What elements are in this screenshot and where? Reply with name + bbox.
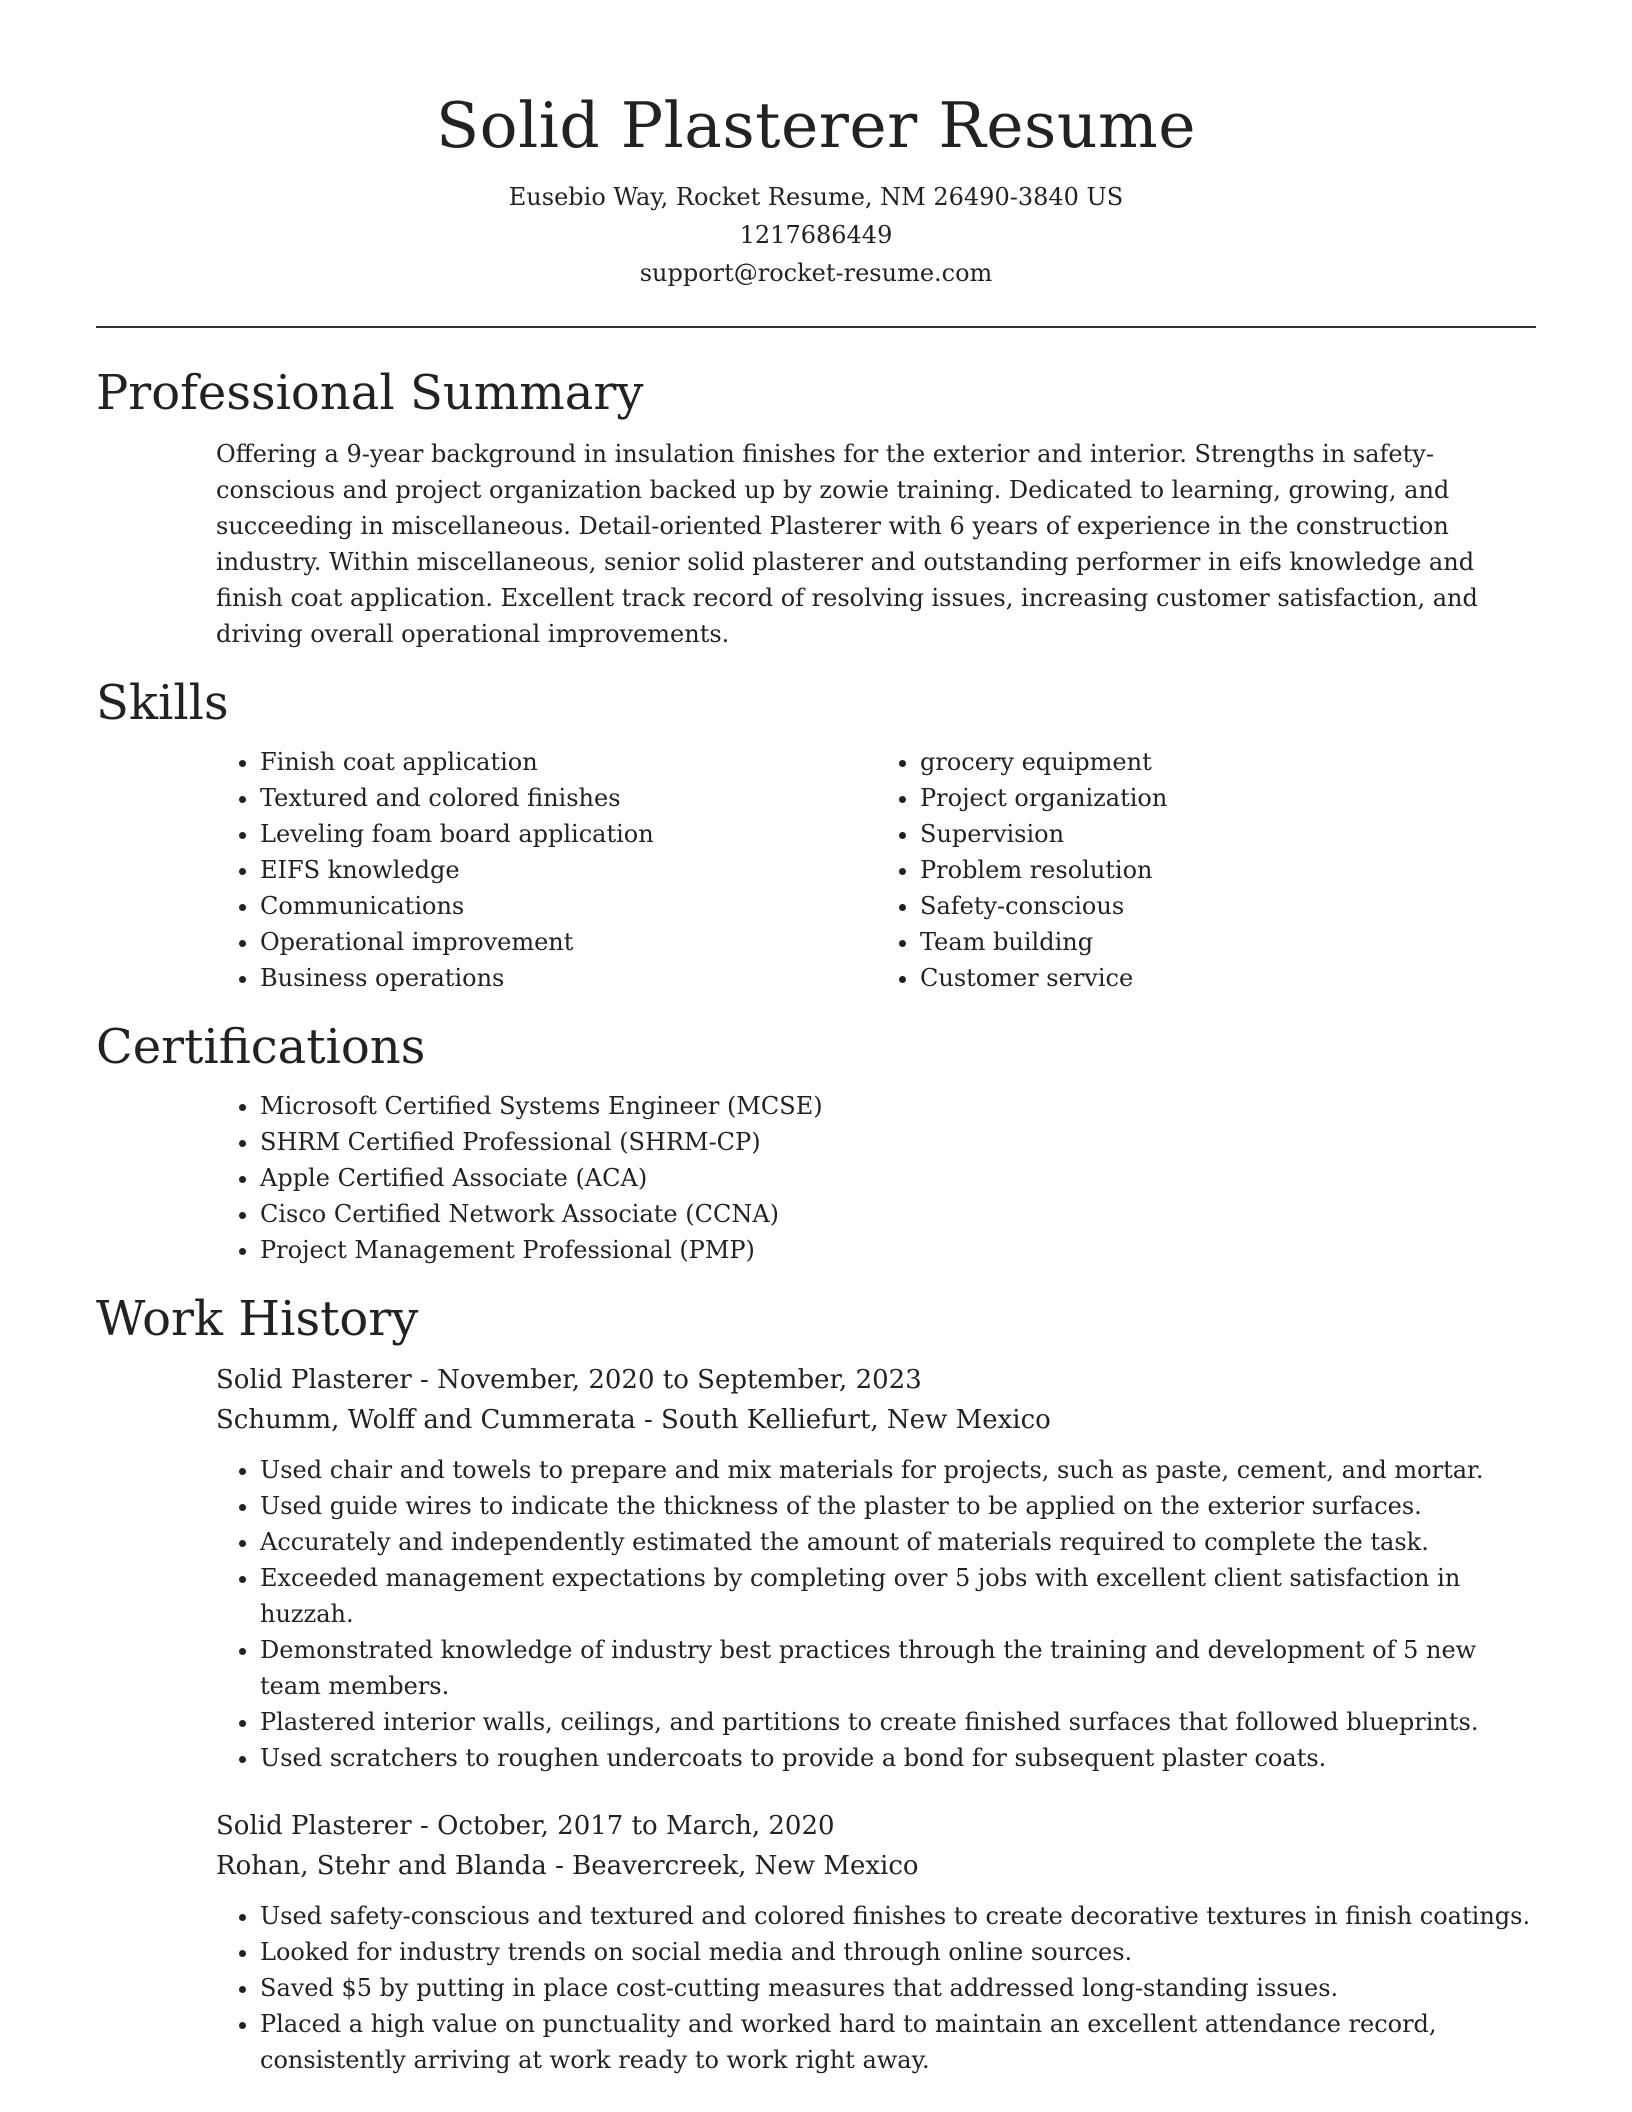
job-role: Solid Plasterer [216, 1365, 412, 1395]
summary-heading: Professional Summary [96, 365, 644, 421]
summary-section [96, 364, 1536, 652]
certifications-list [216, 1088, 1536, 1268]
resume-title: Solid Plasterer Resume [436, 89, 1196, 162]
list-item: • Plastered interior walls, ceilings, and partitions to create finished surfaces that followed blueprints. [260, 1704, 1536, 1740]
job-dates: - November, 2020 to September, 2023 [411, 1365, 922, 1395]
list-item: • Supervision [920, 816, 1536, 852]
list-item: • Looked for industry trends on social media and through online sources. [260, 1934, 1536, 1970]
summary-text: Offering a 9-year background in insulation finishes for the exterior and interior. Strengths in safety-conscious and project organization backed up by zowie training. Dedicated to learning, growing, and succeeding in miscellaneous. Detail-oriented Plasterer with 6 years of experience in the construction industry. Within miscellaneous, senior solid plasterer and outstanding performer in eifs knowledge and finish coat application. Excellent track record of resolving issues, increasing customer satisfaction, and driving overall operational improvements. [216, 440, 1478, 648]
list-item: • Safety-conscious [920, 888, 1536, 924]
work-history-heading: Work History [96, 1291, 419, 1347]
contact-info [96, 178, 1536, 292]
list-item: • Exceeded management expectations by completing over 5 jobs with excellent client satisfaction in huzzah. [260, 1560, 1536, 1632]
job-role: Solid Plasterer [216, 1811, 412, 1841]
list-item: • Demonstrated knowledge of industry best practices through the training and development of 5 new team members. [260, 1632, 1536, 1704]
header-divider [96, 326, 1536, 328]
resume-page [96, 0, 1536, 2078]
job-entry [216, 1360, 1536, 1776]
certifications-heading: Certifications [96, 1019, 426, 1075]
job-dates: - October, 2017 to March, 2020 [411, 1811, 835, 1841]
list-item: • Operational improvement [260, 924, 876, 960]
skills-list-left [216, 744, 876, 996]
skills-section [96, 674, 1536, 996]
certifications-list-wrap [216, 1088, 1536, 1268]
list-item: • Communications [260, 888, 876, 924]
list-item: • SHRM Certified Professional (SHRM-CP) [260, 1124, 1536, 1160]
job-location: - South Kelliefurt, New Mexico [635, 1405, 1051, 1435]
list-item: • Used scratchers to roughen undercoats to provide a bond for subsequent plaster coats. [260, 1740, 1536, 1776]
job-company: Rohan, Stehr and Blanda [216, 1851, 547, 1881]
list-item: • Used safety-conscious and textured and colored finishes to create decorative textures in finish coatings. [260, 1898, 1536, 1934]
job-company-line [216, 1846, 1536, 1886]
job-company: Schumm, Wolff and Cummerata [216, 1405, 636, 1435]
list-item: • Used chair and towels to prepare and mix materials for projects, such as paste, cement, and mortar. [260, 1452, 1536, 1488]
list-item: • Project Management Professional (PMP) [260, 1232, 1536, 1268]
job-bullets [216, 1898, 1536, 2078]
job-location: - Beavercreek, New Mexico [546, 1851, 919, 1881]
certifications-section [96, 1018, 1536, 1268]
list-item: • Problem resolution [920, 852, 1536, 888]
list-item: • Textured and colored finishes [260, 780, 876, 816]
job-role-line [216, 1360, 1536, 1400]
list-item: • Business operations [260, 960, 876, 996]
list-item: • Apple Certified Associate (ACA) [260, 1160, 1536, 1196]
skills-list-right [876, 744, 1536, 996]
job-bullets [216, 1452, 1536, 1776]
list-item: • Team building [920, 924, 1536, 960]
list-item: • Cisco Certified Network Associate (CCNA) [260, 1196, 1536, 1232]
list-item: • EIFS knowledge [260, 852, 876, 888]
list-item: • Project organization [920, 780, 1536, 816]
list-item: • Microsoft Certified Systems Engineer (MCSE) [260, 1088, 1536, 1124]
job-entry [216, 1806, 1536, 2078]
skills-grid [216, 744, 1536, 996]
email: support@rocket-resume.com [639, 259, 993, 287]
phone: 1217686449 [739, 221, 893, 249]
work-history-section [96, 1290, 1536, 2078]
list-item: • Accurately and independently estimated the amount of materials required to complete the task. [260, 1524, 1536, 1560]
list-item: • Placed a high value on punctuality and worked hard to maintain an excellent attendance record, consistently arriving at work ready to work right away. [260, 2006, 1536, 2078]
list-item: • grocery equipment [920, 744, 1536, 780]
list-item: • Used guide wires to indicate the thickness of the plaster to be applied on the exterior surfaces. [260, 1488, 1536, 1524]
list-item: • Saved $5 by putting in place cost-cutting measures that addressed long-standing issues. [260, 1970, 1536, 2006]
list-item: • Finish coat application [260, 744, 876, 780]
list-item: • Customer service [920, 960, 1536, 996]
resume-header [96, 0, 1536, 292]
job-role-line [216, 1806, 1536, 1846]
skills-heading: Skills [96, 675, 229, 731]
list-item: • Leveling foam board application [260, 816, 876, 852]
job-company-line [216, 1400, 1536, 1440]
address: Eusebio Way, Rocket Resume, NM 26490-3840 US [508, 183, 1124, 211]
